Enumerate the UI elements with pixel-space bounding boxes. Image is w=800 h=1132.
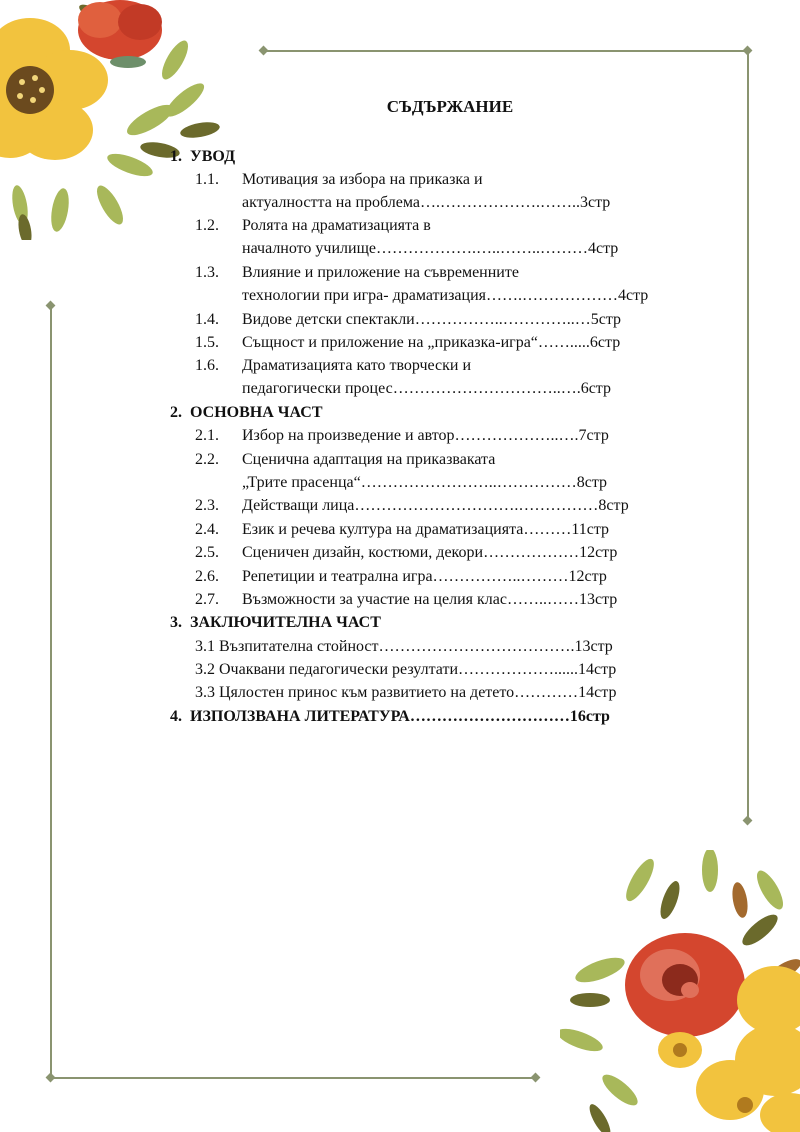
floral-decoration-top-left-icon bbox=[0, 0, 230, 240]
entry-text: Драматизацията като творчески и bbox=[242, 357, 472, 374]
frame-dot-top-left bbox=[259, 46, 269, 56]
toc-entry-2-6 bbox=[195, 567, 607, 587]
section-heading-4 bbox=[170, 707, 610, 727]
entry-number: 2.7. bbox=[195, 591, 219, 608]
toc-entry-2-5 bbox=[195, 543, 618, 563]
section-number: 4. bbox=[170, 708, 182, 725]
toc-entry-2-3 bbox=[195, 496, 629, 516]
toc-entry-1-2-cont: началното училище……………….…..……..………4стр bbox=[242, 240, 619, 257]
toc-title: СЪДЪРЖАНИЕ bbox=[386, 97, 514, 116]
section-heading-3 bbox=[170, 613, 381, 633]
entry-text: Избор на произведение и автор………………..….7стр bbox=[242, 427, 609, 444]
frame-top-line bbox=[264, 50, 750, 52]
entry-number: 2.4. bbox=[195, 521, 219, 538]
toc-entry-1-6-cont: педагогически процес…………………………..….6стр bbox=[242, 380, 611, 397]
section-label: ИЗПОЛЗВАНА ЛИТЕРАТУРА…………………………16стр bbox=[190, 708, 610, 725]
entry-number: 2.3. bbox=[195, 497, 219, 514]
toc-entry-1-3-cont: технологии при игра- драматизация…….………………4стр bbox=[242, 287, 649, 304]
frame-right-line bbox=[747, 50, 749, 820]
entry-text: Репетиции и театрална игра……………..………12стр bbox=[242, 568, 607, 585]
toc-entry-3-3: 3.3 Цялостен принос към развитието на детето…………14стр bbox=[195, 684, 617, 701]
frame-dot-left-bottom bbox=[46, 1073, 56, 1083]
frame-dot-right-bottom bbox=[743, 816, 753, 826]
entry-text: Език и речева култура на драматизацията………11стр bbox=[242, 521, 610, 538]
section-number: 1. bbox=[170, 148, 182, 165]
entry-text: Действащи лица………………………….……………8стр bbox=[242, 497, 629, 514]
toc-entry-3-2: 3.2 Очаквани педагогически резултати………………......14стр bbox=[195, 661, 617, 678]
entry-number: 1.6. bbox=[195, 357, 219, 374]
toc-entry-1-6 bbox=[195, 356, 472, 376]
frame-left-line bbox=[50, 305, 52, 1080]
toc-entry-2-2 bbox=[195, 450, 496, 470]
entry-number: 1.5. bbox=[195, 334, 219, 351]
section-label: ОСНОВНА ЧАСТ bbox=[190, 404, 323, 421]
entry-text: Сценична адаптация на приказваката bbox=[242, 451, 496, 468]
toc-entry-1-1 bbox=[195, 170, 483, 190]
frame-dot-left-top bbox=[46, 301, 56, 311]
floral-decoration-bottom-right-icon bbox=[560, 850, 800, 1132]
entry-number: 2.1. bbox=[195, 427, 219, 444]
section-label: УВОД bbox=[190, 148, 236, 165]
entry-number: 1.3. bbox=[195, 264, 219, 281]
entry-text: Ролята на драматизацията в bbox=[242, 217, 431, 234]
section-number: 2. bbox=[170, 404, 182, 421]
frame-bottom-line bbox=[50, 1077, 535, 1079]
entry-text: Сценичен дизайн, костюми, декори………………12стр bbox=[242, 544, 618, 561]
entry-text: Влияние и приложение на съвременните bbox=[242, 264, 519, 281]
section-label: ЗАКЛЮЧИТЕЛНА ЧАСТ bbox=[190, 614, 381, 631]
entry-number: 2.2. bbox=[195, 451, 219, 468]
toc-entry-1-1-cont: актуалността на проблема….……………….……..3стр bbox=[242, 194, 611, 211]
toc-entry-2-2-cont: „Трите прасенца“……………………..……………8стр bbox=[242, 474, 607, 491]
entry-text: Същност и приложение на „приказка-игра“…….....6стр bbox=[242, 334, 621, 351]
entry-text: Видове детски спектакли……………..…………..…5стр bbox=[242, 311, 622, 328]
toc-entry-1-5 bbox=[195, 333, 621, 353]
frame-dot-bottom-right bbox=[531, 1073, 541, 1083]
entry-number: 2.5. bbox=[195, 544, 219, 561]
entry-number: 1.1. bbox=[195, 171, 219, 188]
section-heading-1 bbox=[170, 147, 235, 167]
entry-number: 1.2. bbox=[195, 217, 219, 234]
toc-entry-3-1: 3.1 Възпитателна стойност……………………………….13стр bbox=[195, 638, 613, 655]
section-heading-2 bbox=[170, 403, 322, 423]
entry-text: Мотивация за избора на приказка и bbox=[242, 171, 483, 188]
toc-entry-2-7 bbox=[195, 590, 618, 610]
section-number: 3. bbox=[170, 614, 182, 631]
entry-number: 2.6. bbox=[195, 568, 219, 585]
toc-entry-2-4 bbox=[195, 520, 610, 540]
entry-number: 1.4. bbox=[195, 311, 219, 328]
toc-entry-1-3 bbox=[195, 263, 519, 283]
entry-text: Възможности за участие на целия клас……..……13стр bbox=[242, 591, 618, 608]
toc-entry-2-1 bbox=[195, 426, 609, 446]
toc-entry-1-4 bbox=[195, 310, 622, 330]
frame-dot-top-right bbox=[743, 46, 753, 56]
toc-entry-1-2 bbox=[195, 216, 431, 236]
